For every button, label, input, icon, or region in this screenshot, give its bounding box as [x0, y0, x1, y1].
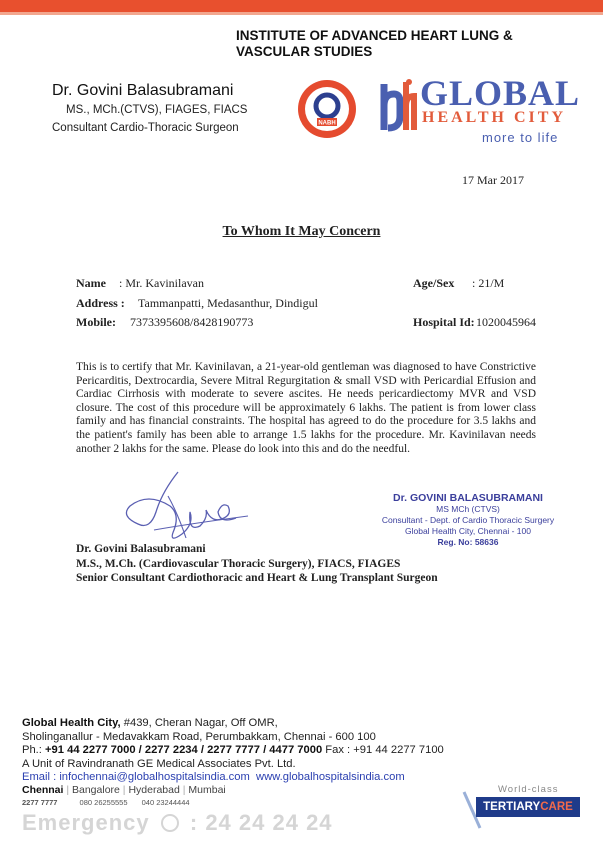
footer-city-phones: [22, 798, 190, 807]
phone-chennai: 2277 7777: [22, 798, 58, 807]
footer-address: [22, 717, 444, 785]
stamp-line-degree: MS MCh (CTVS): [436, 504, 500, 514]
care-text: CARE: [540, 801, 573, 813]
tertiary-text: TERTIARY: [483, 801, 541, 813]
signature-title: Senior Consultant Cardiothoracic and Heart & Lung Transplant Surgeon: [76, 572, 438, 584]
agesex-label: Age/Sex: [413, 276, 455, 290]
footer-address-line1: #439, Cheran Nagar, Off OMR,: [120, 717, 278, 729]
signature-block: [76, 542, 438, 586]
city-mumbai: Mumbai: [188, 784, 226, 796]
logo-subtitle: HEALTH CITY: [422, 109, 566, 126]
nabh-seal-icon: [296, 78, 358, 140]
world-class-text: World-class: [498, 784, 559, 795]
city-bangalore: Bangalore: [72, 784, 120, 796]
footer-address-line2: Sholinganallur - Medavakkam Road, Perumbakkam, Chennai - 600 100: [22, 730, 376, 743]
doctor-stamp: [378, 493, 558, 548]
footer-cities: Chennai | Bangalore | Hyderabad | Mumbai: [22, 784, 226, 796]
footer-phones: +91 44 2277 7000 / 2277 2234 / 2277 7777 / 4477 7000: [45, 744, 323, 757]
letter-body: This is to certify that Mr. Kavinilavan, a 21-year-old gentleman was diagnosed to have Constrictive Pericarditis, Dextrocardia, Severe Mitral Regurgitation & small VSD with Pericardial Effusion and Cardiac Cirrhosis with moderate to severe ascites. He needs pericardiectomy MVR and VSD closure. The cost of this procedure will be approximately 6 lakhs. The patient is from lower class family and has financial constraints. The hospital has agreed to do the procedure for 3.5 lakhs and the patient's family has been able to arrange 1.5 lakhs for the procedure. Mr. Kavinilavan needs another 2 lakhs for the same. Please do look into this and do the needful.: [76, 361, 536, 455]
phone-bangalore: 080 26255555: [79, 798, 128, 807]
letter-date: 17 Mar 2017: [462, 173, 524, 187]
signature-icon: [108, 468, 258, 550]
phone-hyderabad: 040 23244444: [141, 798, 190, 807]
city-chennai: Chennai: [22, 784, 64, 796]
address-value: Tammanpatti, Medasanthur, Dindigul: [138, 296, 318, 310]
city-hyderabad: Hyderabad: [128, 784, 180, 796]
mobile-label: Mobile:: [76, 315, 116, 329]
footer-unit: A Unit of Ravindranath GE Medical Associates Pvt. Ltd.: [22, 757, 296, 770]
stamp-line-name: Dr. GOVINI BALASUBRAMANI: [393, 492, 543, 504]
name-label: Name: [76, 276, 106, 290]
doctor-qualifications: MS., MCh.(CTVS), FIAGES, FIACS: [66, 104, 248, 116]
mobile-value: 7373395608/8428190773: [130, 315, 254, 329]
emergency-line: [22, 810, 333, 836]
top-accent-shade: [0, 12, 603, 15]
signature-qualifications: M.S., M.Ch. (Cardiovascular Thoracic Surgery), FIACS, FIAGES: [76, 557, 401, 570]
stamp-line-reg: Reg. No: 58636: [437, 537, 499, 547]
hospital-id-label: Hospital Id:: [413, 315, 475, 329]
footer-website-link[interactable]: www.globalhospitalsindia.com: [256, 771, 405, 784]
doctor-role: Consultant Cardio-Thoracic Surgeon: [52, 122, 239, 134]
seal-text: NABH: [318, 120, 336, 127]
doctor-name: Dr. Govini Balasubramani: [52, 82, 234, 99]
agesex-value: : 21/M: [472, 276, 505, 290]
name-value: : Mr. Kavinilavan: [119, 276, 204, 290]
emergency-number: : 24 24 24 24: [189, 810, 333, 835]
logo-title: GLOBAL: [420, 73, 581, 113]
stamp-line-dept: Consultant - Dept. of Cardio Thoracic Surgery: [381, 515, 555, 525]
tertiary-care-badge: [476, 797, 580, 817]
address-label: Address :: [76, 296, 125, 310]
footer-email-link[interactable]: infochennai@globalhospitalsindia.com: [59, 771, 250, 784]
signature-name: Dr. Govini Balasubramani: [76, 543, 206, 555]
footer-email-label: Email :: [22, 771, 60, 784]
top-accent-bar: [0, 0, 603, 12]
logo-tagline: more to life: [482, 130, 559, 145]
institute-title: INSTITUTE OF ADVANCED HEART LUNG & VASCULAR STUDIES: [236, 28, 513, 59]
stamp-line-hospital: Global Health City, Chennai - 100: [405, 526, 531, 536]
gh-logo-icon: [376, 76, 421, 136]
emergency-phone-icon: [161, 814, 179, 832]
letter-heading: To Whom It May Concern: [222, 224, 381, 239]
footer-org: Global Health City,: [22, 717, 121, 729]
hospital-id-value: 1020045964: [476, 315, 536, 329]
footer-phone-label: Ph.:: [22, 744, 46, 757]
emergency-label: Emergency: [22, 810, 150, 835]
footer-fax: Fax : +91 44 2277 7100: [322, 744, 444, 757]
